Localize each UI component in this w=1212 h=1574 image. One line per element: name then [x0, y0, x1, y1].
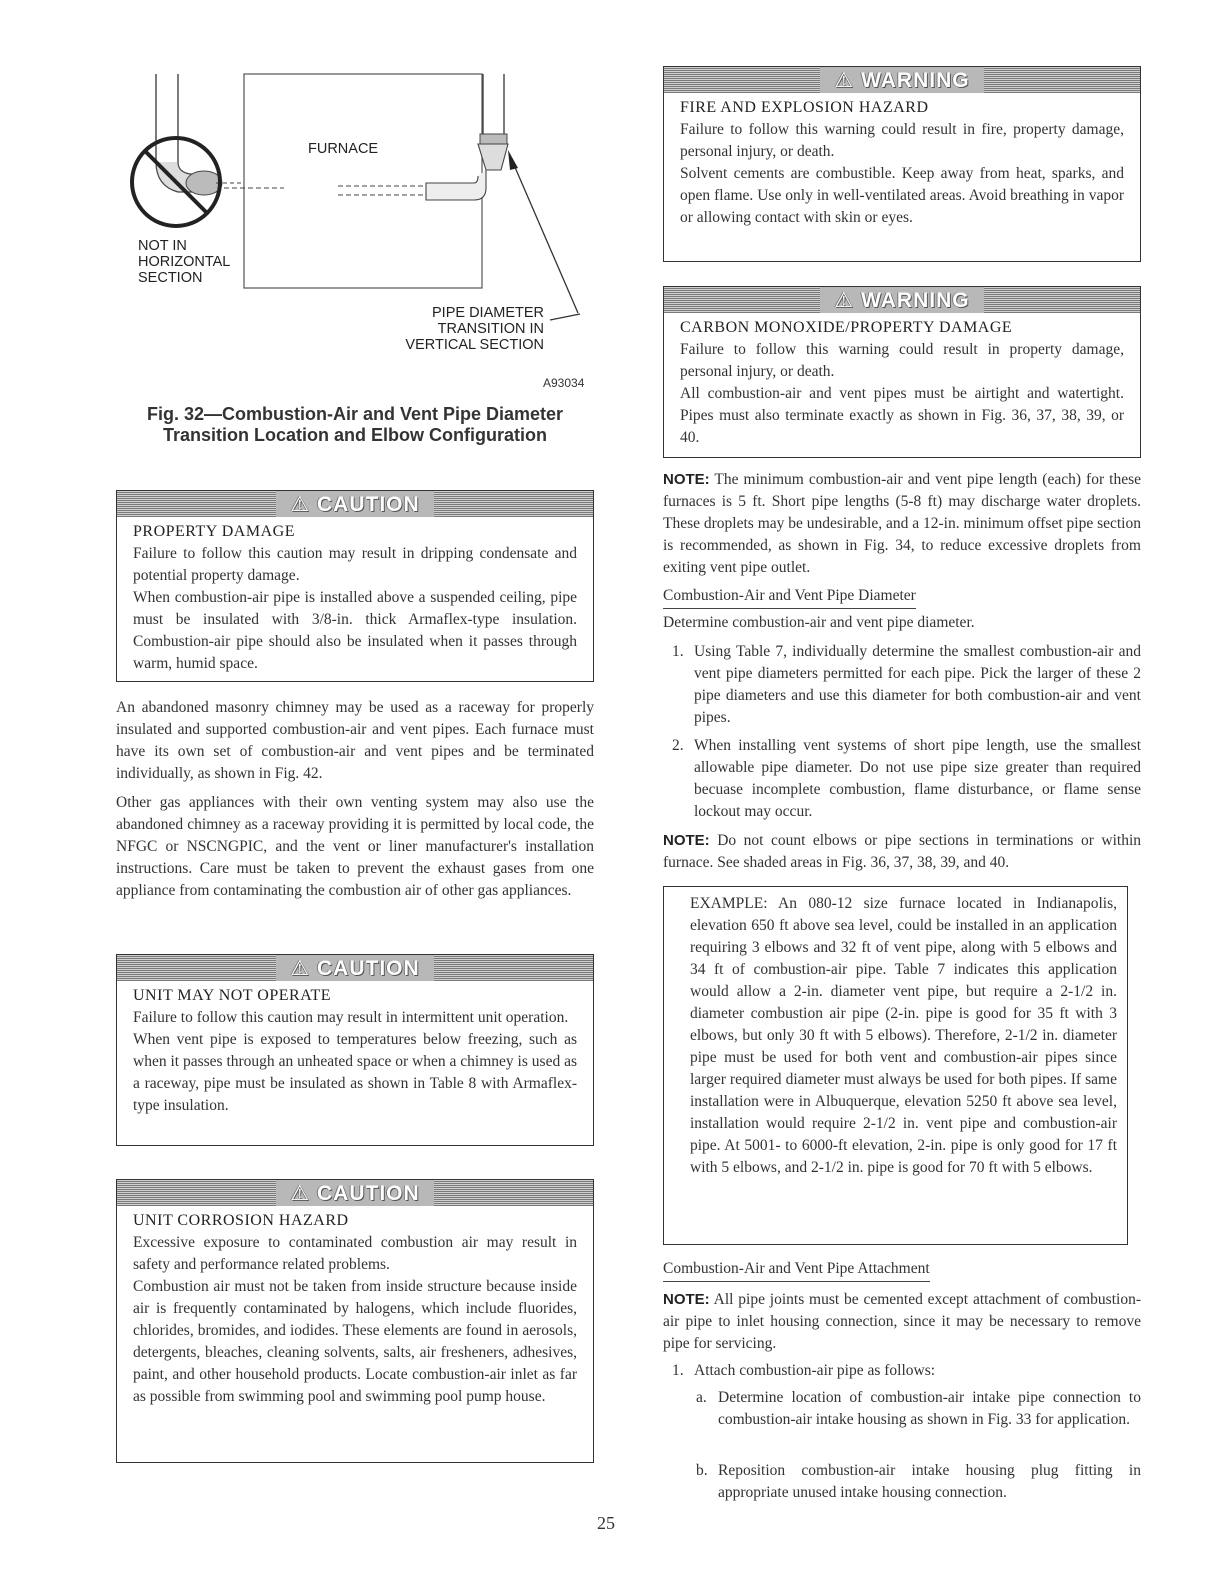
warning-signal: ⚠ WARNING	[820, 287, 983, 313]
note-label: NOTE:	[663, 1291, 710, 1308]
caution-bar	[117, 491, 593, 517]
caution-unit-corrosion	[116, 1179, 594, 1463]
paragraph-chimney: An abandoned masonry chimney may be used as a raceway for properly insulated and supported combustion-air and vent pipes. Each furnace must have its own set of combustion-air and vent pipes and be terminated individually, as shown in Fig. 42.	[116, 699, 594, 782]
subhead-pipe-attachment: Combustion-Air and Vent Pipe Attachment	[663, 1258, 930, 1282]
list-text: Attach combustion-air pipe as follows:	[694, 1362, 936, 1379]
furnace-label: FURNACE	[308, 141, 379, 157]
warning-carbon-monoxide	[663, 286, 1141, 458]
determine-diameter-text: Determine combustion-air and vent pipe diameter.	[663, 614, 975, 631]
figure-code: A93034	[543, 376, 585, 390]
warning-bar	[664, 67, 1140, 93]
warning-text: Failure to follow this warning could result in property damage, personal injury, or death.	[680, 341, 1124, 380]
note-text: Do not count elbows or pipe sections in terminations or within furnace. See shaded areas in Fig. 36, 37, 38, 39, and 40.	[663, 832, 1141, 871]
list-letter: b.	[696, 1462, 708, 1479]
warning-text: Failure to follow this warning could result in fire, property damage, personal injury, or death.	[680, 121, 1124, 160]
caution-property-damage	[116, 490, 594, 682]
warning-title: CARBON MONOXIDE/PROPERTY DAMAGE	[680, 319, 1013, 336]
list-item	[696, 1460, 1141, 1504]
figure-caption: Fig. 32—Combustion-Air and Vent Pipe Diameter Transition Location and Elbow Configuration	[146, 404, 564, 445]
caution-unit-may-not-operate	[116, 954, 594, 1146]
note-minimum-length	[663, 469, 1141, 579]
list-item	[672, 1360, 1141, 1382]
not-in-horizontal-label: NOT IN HORIZONTAL SECTION	[138, 238, 231, 286]
list-letter: a.	[696, 1389, 707, 1406]
caution-signal: ⚠ CAUTION	[276, 955, 433, 981]
warning-title: FIRE AND EXPLOSION HAZARD	[680, 99, 929, 116]
caution-bar	[117, 1180, 593, 1206]
list-item	[696, 1387, 1141, 1431]
caution-text: Excessive exposure to contaminated combustion air may result in safety and performance related problems.	[133, 1234, 577, 1273]
page-number: 25	[597, 1513, 615, 1533]
caution-text: When vent pipe is exposed to temperatures below freezing, such as when it passes through an unheated space or when a chimney is used as a raceway, pipe must be insulated as shown in Table 8 with Armaflex-type insulation.	[133, 1031, 577, 1114]
warning-text: Solvent cements are combustible. Keep away from heat, sparks, and open flame. Use only in well-ventilated areas. Avoid breathing in vapor or allowing contact with skin or eyes.	[680, 165, 1124, 226]
list-text: When installing vent systems of short pipe length, use the smallest allowable pipe diameter. Do not use pipe size greater than required becuase incomplete combustion, flame disturbance, or flame sense lockout may occur.	[694, 737, 1141, 820]
list-text: Using Table 7, individually determine the smallest combustion-air and vent pipe diameters permitted for each pipe. Pick the larger of these 2 pipe diameters and use this diameter for both combustion-air and vent pipes.	[694, 643, 1141, 726]
caution-title: UNIT CORROSION HAZARD	[133, 1212, 349, 1229]
note-elbows	[663, 830, 1141, 874]
caution-title: UNIT MAY NOT OPERATE	[133, 987, 332, 1004]
caution-signal: ⚠ CAUTION	[276, 491, 433, 517]
list-text: Determine location of combustion-air intake pipe connection to combustion-air intake housing as shown in Fig. 33 for application.	[718, 1389, 1141, 1428]
caution-signal: ⚠ CAUTION	[276, 1180, 433, 1206]
warning-signal: ⚠ WARNING	[820, 67, 983, 93]
example-box: EXAMPLE: An 080-12 size furnace located in Indianapolis, elevation 650 ft above sea level, could be installed in an application requiring 3 elbows and 32 ft of vent pipe, along with 5 elbows and 34 ft of combustion-air pipe. Table 7 indicates this application would allow a 2-in. diameter vent pipe, but require a 2-1/2 in. diameter combustion air pipe (2-in. pipe is good for 35 ft with 3 elbows, but only 30 ft with 5 elbows). Therefore, 2-1/2 in. diameter pipe must be used for both vent and combustion-air pipes since larger required diameter must always be used for both pipes. If same installation were in Albuquerque, elevation 5250 ft above sea level, installation would require 2-1/2 in. vent pipe and combustion-air pipe. At 5001- to 6000-ft elevation, 2-in. pipe is only good for 17 ft with 5 elbows, and 2-1/2 in. pipe is good for 70 ft with 5 elbows.	[663, 886, 1128, 1245]
warning-text: All combustion-air and vent pipes must be airtight and watertight. Pipes must also terminate exactly as shown in Fig. 36, 37, 38, 39, or 40.	[680, 385, 1124, 446]
subhead-pipe-diameter: Combustion-Air and Vent Pipe Diameter	[663, 585, 916, 609]
caution-text: Combustion air must not be taken from inside structure because inside air is frequently contaminated by halogens, which include fluorides, chlorides, bromides, and iodides. These elements are found in aerosols, detergents, bleaches, cleaning solvents, salts, air fresheners, adhesives, paint, and other household products. Locate combustion-air inlet as far as possible from swimming pool and swimming pool pump house.	[133, 1278, 577, 1405]
caution-text: When combustion-air pipe is installed above a suspended ceiling, pipe must be insulated with 3/8-in. thick Armaflex-type insulation. Combustion-air pipe should also be insulated when it passes through warm, humid space.	[133, 589, 577, 672]
list-item	[672, 735, 1141, 823]
figure-32	[116, 58, 596, 388]
list-item	[672, 641, 1141, 729]
caution-bar	[117, 955, 593, 981]
list-text: Reposition combustion-air intake housing plug fitting in appropriate unused intake housing connection.	[718, 1462, 1141, 1501]
list-number: 2.	[672, 737, 684, 754]
note-text: The minimum combustion-air and vent pipe length (each) for these furnaces is 5 ft. Short pipe lengths (5-8 ft) may discharge water droplets. These droplets may be undesirable, and a 12-in. minimum offset pipe section is recommended, as shown in Fig. 34, to reduce excessive droplets from exiting vent pipe outlet.	[663, 471, 1141, 576]
list-number: 1.	[672, 643, 684, 660]
pipe-transition-label: PIPE DIAMETER TRANSITION IN VERTICAL SECTION	[405, 305, 544, 353]
warning-bar	[664, 287, 1140, 313]
note-text: All pipe joints must be cemented except attachment of combustion-air pipe to inlet housing connection, since it may be necessary to remove pipe for servicing.	[663, 1291, 1141, 1352]
caution-text: Failure to follow this caution may result in intermittent unit operation.	[133, 1009, 569, 1026]
warning-fire-explosion	[663, 66, 1141, 262]
paragraph-other-appliances: Other gas appliances with their own venting system may also use the abandoned chimney as a raceway providing it is permitted by local code, the NFGC or NSCNGPIC, and the vent or liner manufacturer's installation instructions. Care must be taken to prevent the exhaust gases from one appliance from contaminating the combustion air of other gas appliances.	[116, 794, 594, 899]
caution-title: PROPERTY DAMAGE	[133, 523, 295, 540]
list-number: 1.	[672, 1362, 684, 1379]
note-cemented	[663, 1289, 1141, 1355]
note-label: NOTE:	[663, 471, 710, 488]
caution-text: Failure to follow this caution may result in dripping condensate and potential property damage.	[133, 545, 577, 584]
note-label: NOTE:	[663, 832, 710, 849]
